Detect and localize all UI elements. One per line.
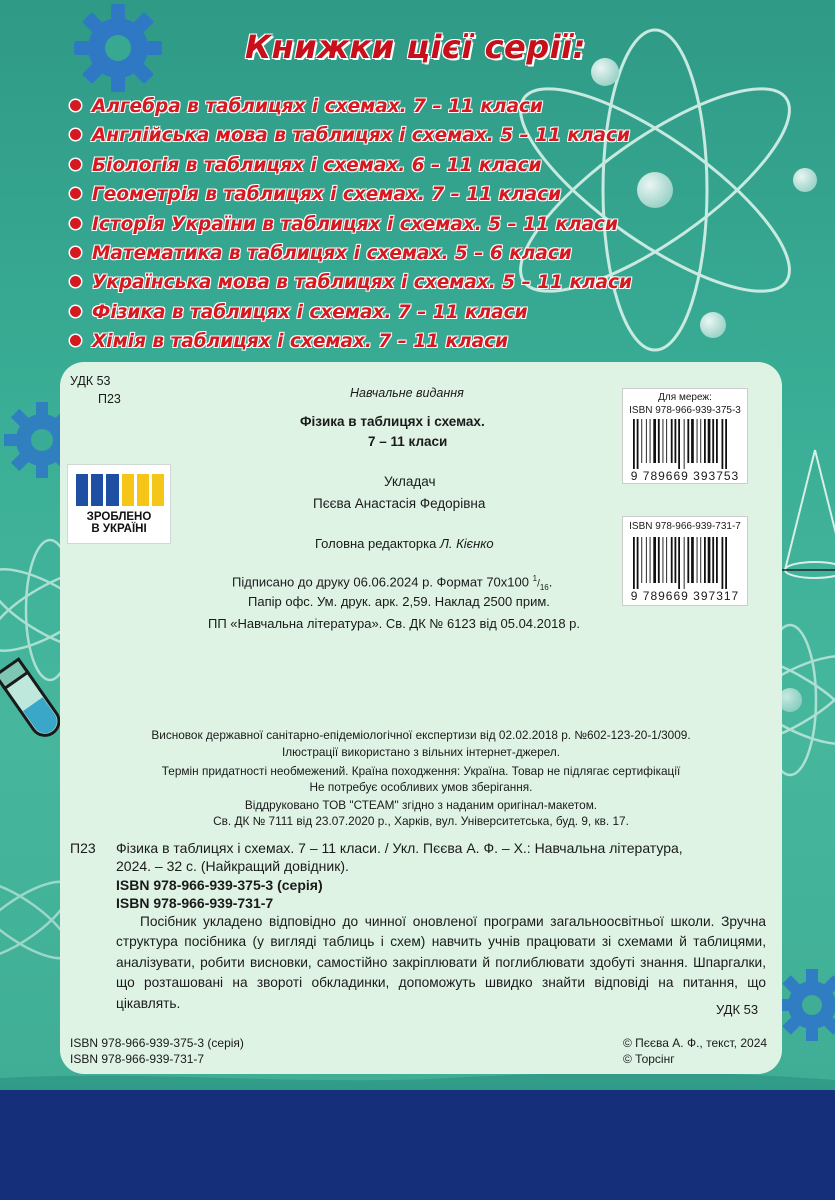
barcode-bar: [666, 537, 667, 583]
bullet-icon: [70, 276, 81, 287]
format-fraction-denominator: 16: [539, 582, 549, 592]
barcode-bar: [646, 419, 647, 463]
catalog-udk: УДК 53: [716, 1002, 759, 1017]
barcode-bar: [678, 537, 680, 589]
series-book-title: Геометрія в таблицях і схемах. 7 – 11 класи: [92, 184, 562, 206]
barcode-bar: [663, 419, 664, 463]
barcode-bar: [691, 537, 694, 583]
barcode-network-digits: 9 789669 393753: [630, 469, 740, 483]
series-book-item: [70, 121, 632, 150]
barcode-bar: [637, 419, 639, 469]
barcode-network-bars: [631, 419, 739, 469]
certification-line-4: Не потребує особливих умов зберігання.: [309, 780, 533, 794]
barcode-bar: [666, 419, 667, 463]
made-in-ukraine-line-2: В УКРАЇНІ: [91, 523, 147, 535]
book-description: Посібник укладено відповідно до чинної оновленої програми загальноосвітньої школи. Зручна структура посібника (у вигляді таблиць і схем) навчить учнів працювати зі схемами й таблицями, аналізувати, робити висновки, самостійно закріплювати й поглиблювати здобуті знання. Шпаргалки, що розташовані на звороті обкладинки, допоможуть швидко знайти відповіді на питання, що цікавлять.: [116, 914, 766, 1011]
barcode-network: [622, 388, 748, 484]
series-book-item: [70, 92, 632, 121]
compiler-name: Пєєва Анастасія Федорівна: [313, 496, 486, 511]
series-book-title: Фізика в таблицях і схемах. 7 – 11 класи: [92, 301, 528, 323]
barcode-bar: [687, 537, 689, 583]
format-suffix: .: [548, 574, 553, 590]
barcode-bar: [704, 419, 706, 463]
barcode-bar: [684, 537, 685, 589]
certification-line-1: Висновок державної санітарно-епідеміологічної експертизи від 02.02.2018 р. №602-123-20-1/3009.: [151, 728, 691, 742]
format-fraction-numerator: 1: [532, 574, 538, 583]
barcode-bar: [671, 537, 673, 583]
certification-line-3: Термін придатності необмежений. Країна походження: Україна. Товар не підлягає сертифікації: [161, 764, 681, 778]
series-book-item: [70, 210, 632, 239]
barcode-bar: [708, 419, 711, 463]
series-book-item: [70, 180, 632, 209]
barcode-bar: [675, 537, 677, 583]
barcode-bar: [687, 419, 689, 463]
barcode-bar: [633, 537, 635, 589]
edition-type: Навчальне видання: [350, 386, 464, 400]
barcode-bar: [637, 537, 639, 589]
barcode-bar: [658, 537, 660, 583]
series-book-title: Алгебра в таблицях і схемах. 7 – 11 класи: [92, 96, 543, 117]
series-book-item: [70, 298, 632, 327]
barcode-bar: [725, 537, 727, 589]
editor-line: [315, 536, 494, 551]
catalog-line-1: Фізика в таблицях і схемах. 7 – 11 класи. / Укл. Пєєва А. Ф. – Х.: Навчальна література,: [116, 840, 683, 856]
bullet-icon: [70, 306, 81, 317]
paper-line: Папір офс. Ум. друк. арк. 2,59. Наклад 2500 прим.: [248, 594, 550, 609]
copyright-publisher: © Торсінг: [623, 1052, 675, 1066]
series-book-title: Біологія в таблицях і схемах. 6 – 11 класи: [92, 154, 542, 176]
series-title: Книжки цієї серії:: [245, 28, 586, 66]
barcode-bar: [678, 419, 680, 469]
barcode-bar: [700, 537, 701, 583]
bottom-band: [0, 1090, 835, 1200]
barcode-bar: [658, 419, 660, 463]
made-in-ukraine-badge: [67, 464, 171, 544]
barcode-bar: [653, 419, 656, 463]
made-in-ukraine-stripes: [76, 474, 164, 506]
catalog-line-2: 2024. – 32 с. (Найкращий довідник).: [116, 858, 349, 874]
bullet-icon: [70, 247, 81, 258]
barcode-bar: [716, 419, 718, 463]
flag-stripe: [106, 474, 118, 506]
flag-stripe: [91, 474, 103, 506]
barcode-book-digits: 9 789669 397317: [630, 589, 740, 603]
catalog-isbn-book: ISBN 978-966-939-731-7: [116, 895, 274, 911]
book-title-line-1: Фізика в таблицях і схемах.: [300, 414, 485, 429]
barcode-bar: [675, 419, 677, 463]
compiler-label: Укладач: [384, 474, 436, 489]
flag-stripe: [137, 474, 149, 506]
bullet-icon: [70, 335, 81, 346]
flag-stripe: [122, 474, 134, 506]
barcode-bar: [697, 537, 698, 583]
barcode-book-isbn: ISBN 978-966-939-731-7: [629, 521, 741, 532]
book-title-line-2: 7 – 11 класи: [368, 434, 448, 449]
barcode-bar: [671, 419, 673, 463]
flag-stripe: [76, 474, 88, 506]
catalog-isbn-series: ISBN 978-966-939-375-3 (серія): [116, 877, 323, 893]
cone-icon: [775, 450, 835, 578]
footer-isbn-book: ISBN 978-966-939-731-7: [70, 1052, 205, 1066]
barcode-bar: [641, 419, 642, 463]
series-book-title: Математика в таблицях і схемах. 5 – 6 класи: [92, 242, 572, 264]
barcode-bar: [633, 419, 635, 469]
made-in-ukraine-label: [68, 511, 170, 535]
barcode-network-caption: Для мереж:: [658, 392, 712, 403]
barcode-bar: [641, 537, 642, 583]
udk-top: УДК 53: [70, 374, 111, 388]
footer-isbn-series: ISBN 978-966-939-375-3 (серія): [70, 1036, 244, 1050]
barcode-bar: [650, 419, 651, 463]
editor-label: Головна редакторка: [315, 536, 437, 551]
barcode-bar: [653, 537, 656, 583]
barcode-bar: [684, 419, 685, 469]
flag-stripe: [152, 474, 164, 506]
barcode-bar: [650, 537, 651, 583]
barcode-bar: [700, 419, 701, 463]
barcode-bar: [646, 537, 647, 583]
barcode-bar: [712, 537, 714, 583]
certification-line-6: Св. ДК № 7111 від 23.07.2020 р., Харків, вул. Університетська, буд. 9, кв. 17.: [213, 814, 629, 828]
series-book-item: [70, 239, 632, 268]
barcode-book: [622, 516, 748, 606]
barcode-bar: [725, 419, 727, 469]
barcode-network-isbn: ISBN 978-966-939-375-3: [629, 405, 741, 416]
certification-line-5: Віддруковано ТОВ "СТЕАМ" згідно з наданим оригінал-макетом.: [244, 798, 598, 812]
bullet-icon: [70, 159, 81, 170]
bullet-icon: [70, 129, 81, 140]
series-book-item: [70, 151, 632, 180]
test-tube-icon: [0, 659, 64, 741]
certification-line-2: Ілюстрації використано з вільних інтернет-джерел.: [282, 745, 560, 759]
made-in-ukraine-line-1: ЗРОБЛЕНО: [86, 511, 152, 523]
barcode-bar: [704, 537, 706, 583]
barcode-bar: [712, 419, 714, 463]
series-book-title: Українська мова в таблицях і схемах. 5 – 11 класи: [92, 272, 632, 294]
series-book-title: Англійська мова в таблицях і схемах. 5 – 11 класи: [92, 125, 630, 147]
series-book-title: Хімія в таблицях і схемах. 7 – 11 класи: [92, 331, 509, 353]
print-info: Підписано до друку 06.06.2024 р. Формат 70x100: [232, 574, 529, 590]
series-book-title: Історія України в таблицях і схемах. 5 – 11 класи: [92, 213, 618, 235]
series-book-list: [70, 92, 632, 357]
barcode-bar: [722, 537, 724, 589]
series-book-item: [70, 327, 632, 356]
print-line: Підписано до друку 06.06.2024 р. Формат 70x100 $^1/_{16}$.: [232, 574, 553, 592]
bullet-icon: [70, 218, 81, 229]
imprint-panel: [60, 362, 782, 1074]
barcode-bar: [708, 537, 711, 583]
barcode-bar: [663, 537, 664, 583]
barcode-book-bars: [631, 537, 739, 589]
barcode-bar: [697, 419, 698, 463]
barcode-bar: [691, 419, 694, 463]
barcode-bar: [716, 537, 718, 583]
barcode-bar: [722, 419, 724, 469]
bullet-icon: [70, 100, 81, 111]
copyright-author: © Пєєва А. Ф., текст, 2024: [623, 1036, 768, 1050]
editor-name: Л. Кієнко: [439, 536, 494, 551]
classification-code-top: П23: [98, 392, 121, 406]
publisher-line: ПП «Навчальна література». Св. ДК № 6123 від 05.04.2018 р.: [208, 616, 581, 631]
catalog-code: П23: [70, 840, 96, 856]
bullet-icon: [70, 188, 81, 199]
series-book-item: [70, 268, 632, 297]
